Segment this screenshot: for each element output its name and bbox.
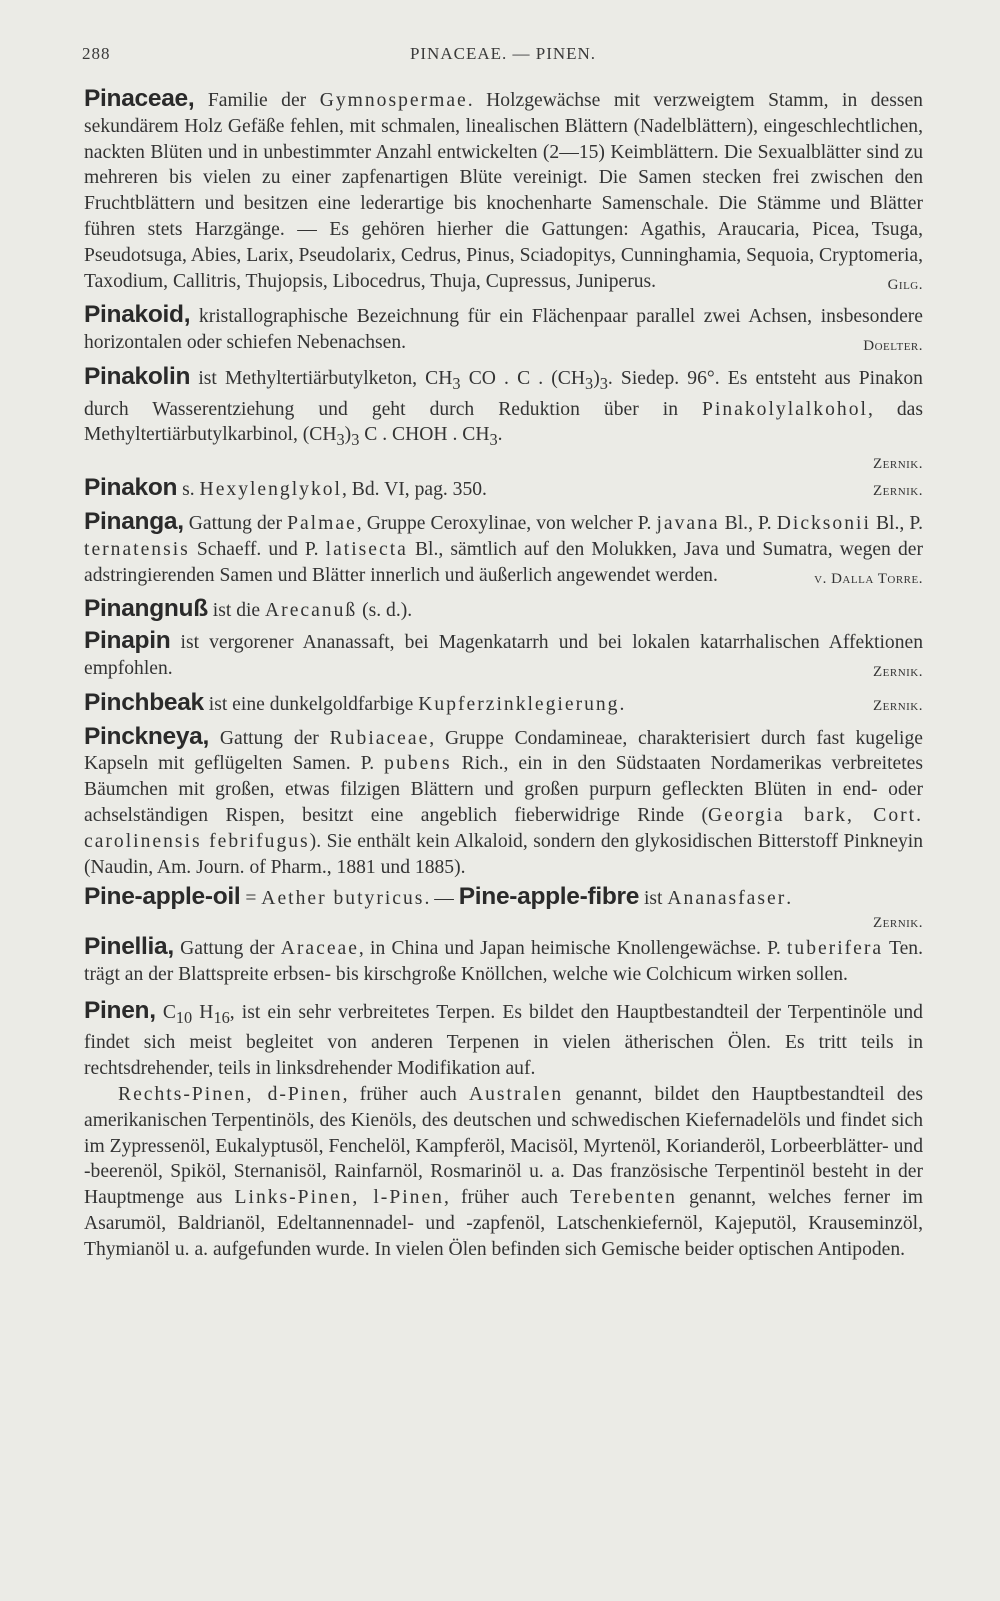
entry-pinakoid: Pinakoid, kristallographische Bezeichnung für ein Flächenpaar parallel zwei Achsen, insbesondere horizontalen oder schiefen Nebenachsen. Doelter.	[84, 302, 923, 360]
headword: Pinakon	[84, 474, 178, 502]
running-title: PINACEAE. — PINEN.	[409, 44, 597, 63]
headword: Pinapin	[84, 627, 171, 655]
entry-pinangnuss: Pinangnuß ist die Arecanuß (s. d.).	[84, 595, 413, 623]
entry-pinen-paragraph-2: Rechts-Pinen, d-Pinen, früher auch Australen genannt, bildet den Hauptbestandteil des amerikanischen Terpentinöls, des Kienöls, des deutschen und schwedischen Kiefernadelöls und findet sich im Zypressenöl, Eukalyptusöl, Fenchelöl, Kampferöl, Macisöl, Myrtenöl, Korianderöl, Lorbeerblätter- und -beerenöl, Spiköl, Sternanisöl, Rainfarnöl, Rosmarinöl u. a. Das französische Terpentinöl besteht in der Hauptmenge aus Links-Pinen, l-Pinen, früher auch Terebenten genannt, welches ferner im Asarumöl, Baldrianöl, Edeltannennadel- und -zapfenöl, Latschenkiefernöl, Kajeputöl, Krauseminzöl, Thymianöl u. a. aufgefunden wurde. In vielen Ölen befinden sich Gemische beider optischen Antipoden.	[84, 1084, 923, 1260]
entry-pinakolin: Pinakolin ist Methyltertiärbutylketon, $CH_3$ CO . C . $(CH_3)_3$. Siedep. 96°. Es entsteht aus Pinakon durch Wasserentziehung und geht durch Reduktion über in Pinakolylalkohol, das Methyltertiärbutylkarbinol, $(CH_3)_3$ C . CHOH . $CH_3$.	[84, 362, 923, 450]
headword: Pinckneya,	[84, 722, 210, 750]
author-signature: Zernik.	[872, 915, 923, 932]
author-signature: Zernik.	[872, 663, 923, 680]
entry-pine-apple-oil: Pine-apple-oil = Aether butyricus. — Pine-apple-fibre ist Ananasfaser.	[84, 883, 792, 911]
entry-pinakon: Pinakon s. Hexylenglykol, Bd. VI, pag. 350. Zernik.	[84, 475, 923, 505]
headword: Pinakoid,	[84, 301, 191, 329]
headword: Pinchbeak	[84, 688, 204, 716]
entry-pinapin: Pinapin ist vergorener Ananassaft, bei Magenkatarrh und bei lokalen katarrhalischen Affektionen empfohlen. Zernik.	[84, 628, 923, 686]
entry-pinaceae: Pinaceae, Familie der Gymnospermae. Holzgewächse mit verzweigtem Stamm, in dessen sekundärem Holz Gefäße fehlen, mit schmalen, linealischen Blättern (Nadelblättern), eingeschlechtlichen, nackten Blüten und in unbestimmter Anzahl entwickelten (2—15) Keimblättern. Die Sexualblätter sind zu mehreren bis vielen zu einer zapfenartigen Blüte vereinigt. Die Samen stecken frei zwischen den Fruchtblättern und besitzen eine lederartige bis knochenharte Samenschale. Die Stämme und Blätter führen stets Harzgänge. — Es gehören hierher die Gattungen: Agathis, Araucaria, Picea, Tsuga, Pseudotsuga, Abies, Larix, Pseudolarix, Cedrus, Pinus, Sciadopitys, Cunninghamia, Sequoia, Cryptomeria, Taxodium, Callitris, Thujopsis, Libocedrus, Thuja, Cupressus, Juniperus. Gilg.	[84, 86, 923, 298]
running-header	[82, 44, 924, 68]
headword-secondary: Pine-apple-fibre	[458, 883, 640, 911]
headword: Pinaceae,	[84, 85, 195, 112]
author-signature: Gilg.	[887, 276, 923, 293]
page-number: 288	[82, 44, 111, 63]
page-body	[84, 86, 923, 1263]
entry-pinckneya: Pinckneya, Gattung der Rubiaceae, Gruppe Condamineae, charakterisiert durch fast kugelige Kapseln mit geflügelten Samen. P. pubens Rich., ein in den Südstaaten Nordamerikas verbreitetes Bäumchen mit großen, etwas filzigen Blättern und großen purpurn gefleckten Blüten in end- oder achselständigen Rispen, besitzt eine angeblich fieberwidrige Rinde (Georgia bark, Cort. carolinensis febrifugus). Sie enthält kein Alkaloid, sondern den glykosidischen Bitterstoff Pinkneyin (Naudin, Am. Journ. of Pharm., 1881 und 1885).	[84, 722, 924, 878]
entry-pinanga: Pinanga, Gattung der Palmae, Gruppe Ceroxylinae, von welcher P. javana Bl., P. Dicksonii Bl., P. ternatensis Schaeff. und P. latisecta Bl., sämtlich auf den Molukken, Java und Sumatra, wegen der adstringierenden Samen und Blätter innerlich und äußerlich angewendet werden. v. Dalla Torre.	[84, 509, 923, 592]
headword: Pinellia,	[84, 933, 174, 961]
author-signature: v. Dalla Torre.	[814, 570, 923, 587]
author-signature: Zernik.	[872, 456, 923, 473]
entry-pinellia: Pinellia, Gattung der Araceae, in China und Japan heimische Knollengewächse. P. tuberifera Ten. trägt an der Blattspreite erbsen- bis kirschgroße Knöllchen, welche wie Colchicum wirken sollen.	[84, 933, 923, 985]
author-signature: Zernik.	[872, 483, 923, 500]
headword: Pinen,	[84, 996, 156, 1024]
author-signature: Doelter.	[863, 338, 923, 355]
headword: Pinakolin	[84, 362, 191, 390]
headword: Pine-apple-oil	[84, 883, 241, 911]
entry-pinen: Pinen, $C_{10}$ $H_{16}$, ist ein sehr verbreitetes Terpen. Es bildet den Hauptbestandteil der Terpentinöle und findet sich meist begleitet von anderen Terpenen in vielen ätherischen Ölen. Es tritt teils in rechtsdrehender, teils in linksdrehender Modifikation auf.	[84, 996, 923, 1080]
headword: Pinanga,	[84, 507, 184, 535]
entry-pinchbeak: Pinchbeak ist eine dunkelgoldfarbige Kupferzinklegierung. Zernik.	[84, 690, 923, 720]
author-signature: Zernik.	[872, 697, 923, 714]
headword: Pinangnuß	[84, 595, 208, 623]
